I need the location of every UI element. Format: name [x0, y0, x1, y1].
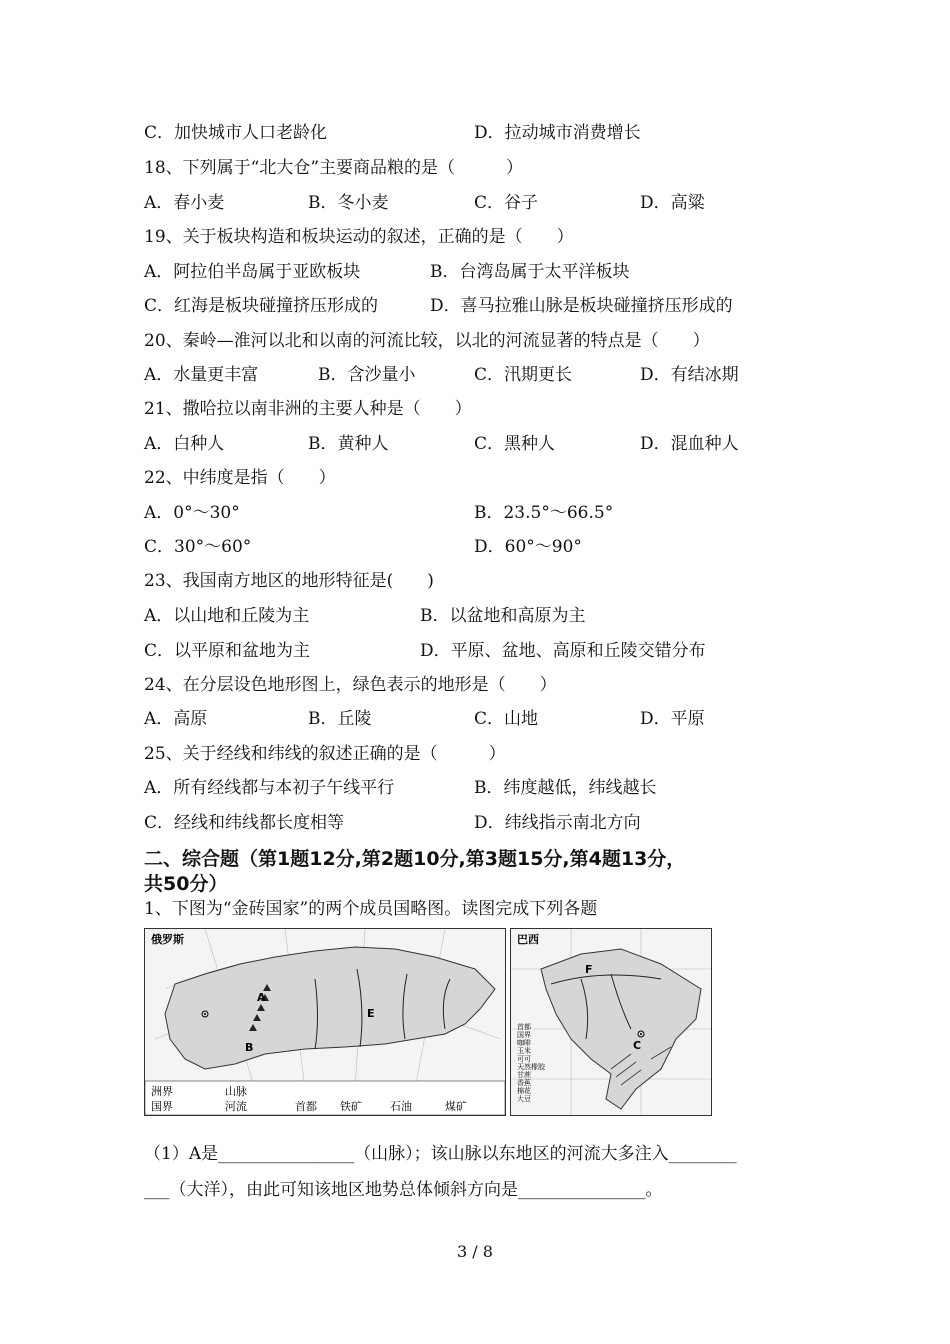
section-heading: 二、综合题（第1题12分,第2题10分,第3题15分,第4题13分， [144, 848, 686, 870]
question-stem: 23、我国南方地区的地形特征是( ) [144, 571, 434, 591]
legend-item: 国界 [151, 1100, 173, 1113]
question-part-cont: ___（大洋），由此可知该地区地势总体倾斜方向是_______________。 [144, 1180, 663, 1200]
q17-option-c: C．加快城市人口老龄化 [144, 123, 328, 143]
option: B．纬度越低，纬线越长 [474, 778, 657, 798]
option: D．60°～90° [474, 537, 582, 557]
option: B．丘陵 [308, 709, 372, 729]
option: D．喜马拉雅山脉是板块碰撞挤压形成的 [430, 296, 733, 316]
legend-item: 大豆 [517, 1095, 531, 1103]
question-stem: 18、下列属于“北大仓”主要商品粮的是（ ） [144, 158, 524, 178]
option: B．黄种人 [308, 434, 389, 454]
option: A．水量更丰富 [144, 365, 259, 385]
legend-item: 香蕉 [517, 1079, 531, 1087]
legend-item: 棉花 [517, 1087, 531, 1095]
option: C．黑种人 [474, 434, 556, 454]
option: A．以山地和丘陵为主 [144, 606, 310, 626]
legend-item: 天然橡胶 [517, 1063, 545, 1071]
q17-option-d: D．拉动城市消费增长 [474, 123, 641, 143]
label-f: F [585, 963, 593, 976]
option: D．纬线指示南北方向 [474, 813, 641, 833]
option: B．台湾岛属于太平洋板块 [430, 262, 630, 282]
option: C．红海是板块碰撞挤压形成的 [144, 296, 379, 316]
label-b: B [245, 1041, 254, 1054]
label-a: A [257, 991, 266, 1004]
legend-item: 山脉 [225, 1085, 247, 1098]
question-stem: 22、中纬度是指（ ） [144, 468, 336, 488]
option: A．所有经线都与本初子午线平行 [144, 778, 395, 798]
legend-item: 玉米 [517, 1047, 531, 1055]
option: A．0°～30° [144, 503, 240, 523]
option: C．山地 [474, 709, 539, 729]
page-number: 3 / 8 [457, 1242, 493, 1261]
legend-item: 铁矿 [340, 1100, 362, 1113]
section-heading-cont: 共50分） [144, 873, 228, 895]
option: B．23.5°～66.5° [474, 503, 614, 523]
question-stem: 19、关于板块构造和板块运动的叙述，正确的是（ ） [144, 227, 574, 247]
option: C．经线和纬线都长度相等 [144, 813, 345, 833]
label-e: E [367, 1007, 375, 1020]
legend-item: 国界 [517, 1031, 531, 1039]
legend-item: 河流 [225, 1100, 247, 1113]
question-stem: 1、下图为“金砖国家”的两个成员国略图。读图完成下列各题 [144, 899, 598, 919]
brazil-map-title: 巴西 [517, 933, 539, 946]
russia-map-title: 俄罗斯 [151, 933, 184, 946]
option: A．白种人 [144, 434, 225, 454]
label-c: C [633, 1039, 642, 1052]
legend-item: 可可 [517, 1055, 531, 1063]
option: C．30°～60° [144, 537, 252, 557]
legend-item: 石油 [390, 1100, 412, 1113]
legend-item: 首都 [295, 1100, 317, 1113]
option: A．阿拉伯半岛属于亚欧板块 [144, 262, 361, 282]
option: D．有结冰期 [640, 365, 739, 385]
legend-item: 咖啡 [517, 1039, 531, 1047]
legend-item: 洲界 [151, 1085, 173, 1098]
option: A．高原 [144, 709, 208, 729]
question-stem: 25、关于经线和纬线的叙述正确的是（ ） [144, 744, 506, 764]
option: C．以平原和盆地为主 [144, 641, 311, 661]
legend-item: 煤矿 [445, 1100, 467, 1113]
question-stem: 21、撒哈拉以南非洲的主要人种是（ ） [144, 399, 472, 419]
question-stem: 20、秦岭—淮河以北和以南的河流比较，以北的河流显著的特点是（ ） [144, 331, 710, 351]
option: B．含沙量小 [318, 365, 416, 385]
question-part: （1）A是________________（山脉）；该山脉以东地区的河流大多注入________ [144, 1144, 737, 1164]
option: D．高粱 [640, 193, 705, 213]
option: B．冬小麦 [308, 193, 389, 213]
legend-item: 首都 [517, 1023, 531, 1031]
option: A．春小麦 [144, 193, 225, 213]
option: C．汛期更长 [474, 365, 573, 385]
option: B．以盆地和高原为主 [420, 606, 586, 626]
brazil-map [510, 928, 712, 1116]
option: D．平原、盆地、高原和丘陵交错分布 [420, 641, 706, 661]
russia-map [144, 928, 506, 1116]
option: C．谷子 [474, 193, 539, 213]
legend-item: 甘蔗 [517, 1071, 531, 1079]
question-stem: 24、在分层设色地形图上，绿色表示的地形是（ ） [144, 675, 557, 695]
option: D．混血种人 [640, 434, 739, 454]
option: D．平原 [640, 709, 705, 729]
